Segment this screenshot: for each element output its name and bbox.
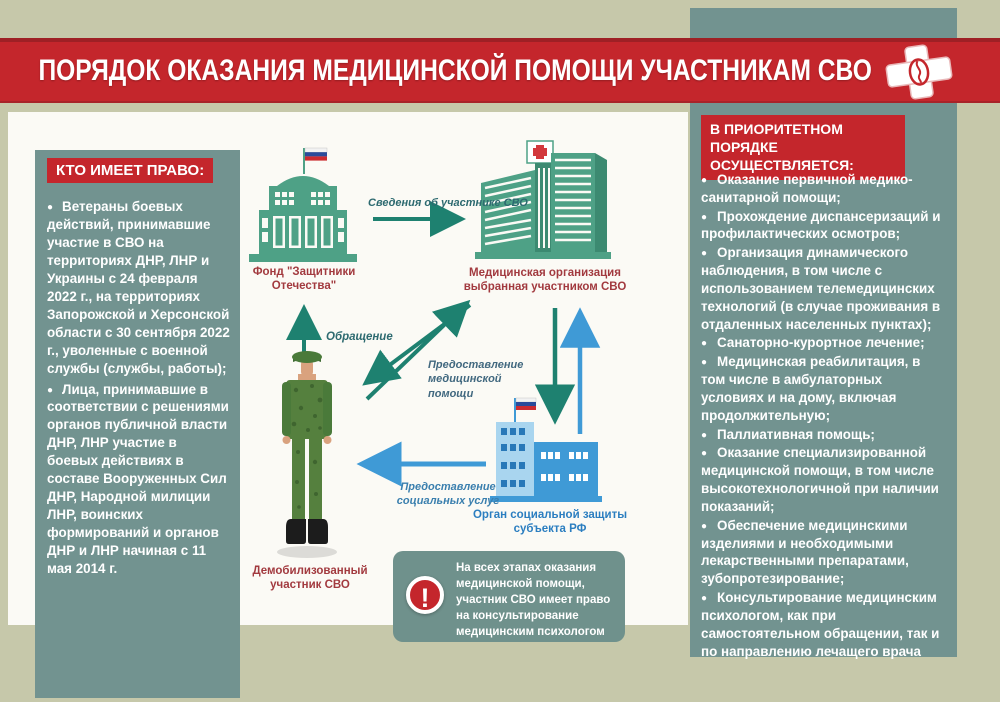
eligibility-panel bbox=[35, 150, 240, 698]
priority-item: ● Консультирование медицинским психологом, как при самостоятельном обращении, так и по направлению лечащего врача bbox=[701, 589, 945, 660]
page-title: ПОРЯДОК ОКАЗАНИЯ МЕДИЦИНСКОЙ ПОМОЩИ УЧАСТНИКАМ СВО bbox=[38, 53, 872, 87]
label-svedeniya: Сведения об участнике СВО bbox=[368, 197, 528, 209]
priority-item: ● Обеспечение медицинскими изделиями и необходимыми лекарственными препаратами, зубопротезирование; bbox=[701, 517, 945, 588]
medical-org-caption: Медицинская организация выбранная участником СВО bbox=[463, 267, 627, 294]
soldier-caption: Демобилизованный участник СВО bbox=[252, 565, 368, 592]
priority-item: ● Оказание специализированной медицинской помощи, в том числе высокотехнологичной при наличии показаний; bbox=[701, 444, 945, 515]
fond-building-icon bbox=[247, 144, 359, 271]
priority-item: ● Медицинская реабилитация, в том числе в амбулаторных условиях и на дому, включая продолжительную; bbox=[701, 353, 945, 424]
note-box bbox=[393, 551, 625, 642]
label-soc-uslugi: Предоставление социальных услуг bbox=[396, 481, 500, 508]
priority-item: ● Прохождение диспансеризаций и профилактических осмотров; bbox=[701, 208, 945, 244]
priority-list bbox=[701, 171, 945, 661]
priority-item: ● Организация динамического наблюдения, в том числе с использованием телемедицинских технологий (в случае проживания в отдаленных населенных пунктах); bbox=[701, 244, 945, 333]
label-med-pomoshch: Предоставление медицинской помощи bbox=[428, 359, 524, 400]
eligibility-item: ● Лица, принимавшие в соответствии с решениями органов публичной власти ДНР, ЛНР участие в боевых действиях в составе Вооруженных Сил ДНР, Народной милиции ЛНР, воинских формирований и органов ДНР и ЛНР начиная с 11 мая 2014 г. bbox=[47, 381, 230, 578]
priority-item: ● Оказание первичной медико-санитарной помощи; bbox=[701, 171, 945, 207]
note-text: На всех этапах оказания медицинской помощи, участник СВО имеет право на консультирование медицинским психологом bbox=[456, 562, 611, 639]
priority-item: ● Паллиативная помощь; bbox=[701, 426, 945, 444]
social-building-icon bbox=[486, 394, 606, 511]
eligibility-list bbox=[47, 198, 230, 581]
soldier-figure bbox=[268, 342, 346, 565]
priority-panel-header: В ПРИОРИТЕТНОМ ПОРЯДКЕ ОСУЩЕСТВЛЯЕТСЯ: bbox=[701, 115, 905, 180]
medical-cross-logo-icon bbox=[880, 44, 958, 100]
label-obrashchenie: Обращение bbox=[326, 331, 393, 343]
eligibility-panel-header: КТО ИМЕЕТ ПРАВО: bbox=[47, 158, 213, 183]
social-org-caption: Орган социальной защиты субъекта РФ bbox=[472, 509, 628, 536]
priority-item: ● Санаторно-курортное лечение; bbox=[701, 334, 945, 352]
priority-panel bbox=[690, 8, 957, 657]
fond-caption: Фонд "Защитники Отечества" bbox=[252, 266, 356, 293]
exclamation-icon: ! bbox=[406, 576, 444, 614]
title-banner bbox=[0, 38, 1000, 103]
eligibility-item: ● Ветераны боевых действий, принимавшие участие в СВО на территориях ДНР, ЛНР и Украины с 24 февраля 2022 г., на территориях Запорожской и Херсонской области с 30 сентября 2022 г., уволенные с военной службы (службы, работы); bbox=[47, 198, 230, 378]
